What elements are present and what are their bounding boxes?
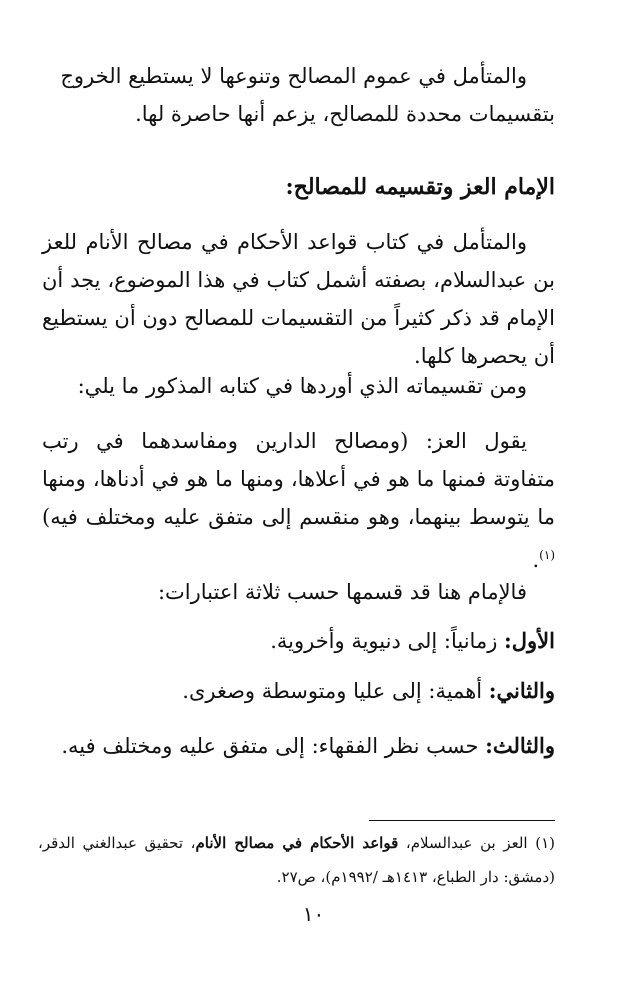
paragraph-1-text: والمتأمل في كتاب قواعد الأحكام في مصالح الأنام للعز بن عبدالسلام، بصفته أشمل كتاب في هذا الموضوع، يجد أن الإمام قد ذكر كثيراً من التقسيمات للمصالح دون أن يستطيع أن يحصرها كلها. (42, 230, 555, 368)
footnote (38, 826, 555, 894)
quote-text-block (42, 422, 555, 579)
list-item-1 (42, 622, 555, 660)
quote-text: يقول العز: (ومصالح الدارين ومفاسدهما في رتب متفاوتة فمنها ما هو في أعلاها، ومنها ما هو في أدناها، ومنها ما يتوسط بينهما، وهو منقسم إلى متفق عليه ومختلف فيه) (42, 429, 555, 529)
paragraph-1 (42, 223, 555, 375)
paragraph-2-text: ومن تقسيماته الذي أوردها في كتابه المذكور ما يلي: (77, 374, 527, 398)
footnote-book-title: قواعد الأحكام في مصالح الأنام (195, 834, 399, 852)
list-item-2 (42, 672, 555, 710)
intro-line-2: بتقسيمات محددة للمصالح، يزعم أنها حاصرة لها. (135, 102, 555, 126)
list-item-3-body: حسب نظر الفقهاء: إلى متفق عليه ومختلف فيه. (61, 734, 486, 758)
section-heading: الإمام العز وتقسيمه للمصالح: (285, 174, 555, 200)
section-heading-block (42, 168, 555, 206)
paragraph-3-text: فالإمام هنا قد قسمها حسب ثلاثة اعتبارات: (157, 580, 527, 604)
intro-line-1: والمتأمل في عموم المصالح وتنوعها لا يستطيع الخروج (60, 64, 527, 88)
footnote-number: (١) (535, 834, 555, 852)
list-item-3-text (42, 723, 555, 769)
list-item-3 (42, 723, 555, 769)
list-item-1-body: زمانياً: إلى دنيوية وأخروية. (270, 629, 505, 653)
paragraph-2 (42, 367, 555, 405)
intro-paragraph (42, 57, 555, 133)
quote-paragraph (42, 422, 555, 579)
list-item-3-label: والثالث: (485, 733, 555, 758)
footnote-ref[interactable]: (١) (539, 548, 555, 562)
list-item-2-text (42, 672, 555, 710)
footnote-separator (369, 820, 555, 821)
list-item-1-label: الأول: (504, 628, 555, 653)
list-item-2-label: والثاني: (488, 678, 555, 703)
page-number: ١٠ (302, 902, 325, 926)
paragraph-3 (42, 573, 555, 611)
quote-end: . (532, 548, 540, 572)
footnote-details: ، تحقيق عبدالغني الدقر، (دمشق: دار الطباع، ١٤١٣هـ /١٩٩٢م)، ص٢٧. (38, 834, 555, 886)
footnote-author: العز بن عبدالسلام، (398, 834, 536, 852)
list-item-2-body: أهمية: إلى عليا ومتوسطة وصغرى. (182, 679, 489, 703)
list-item-1-text (42, 622, 555, 660)
